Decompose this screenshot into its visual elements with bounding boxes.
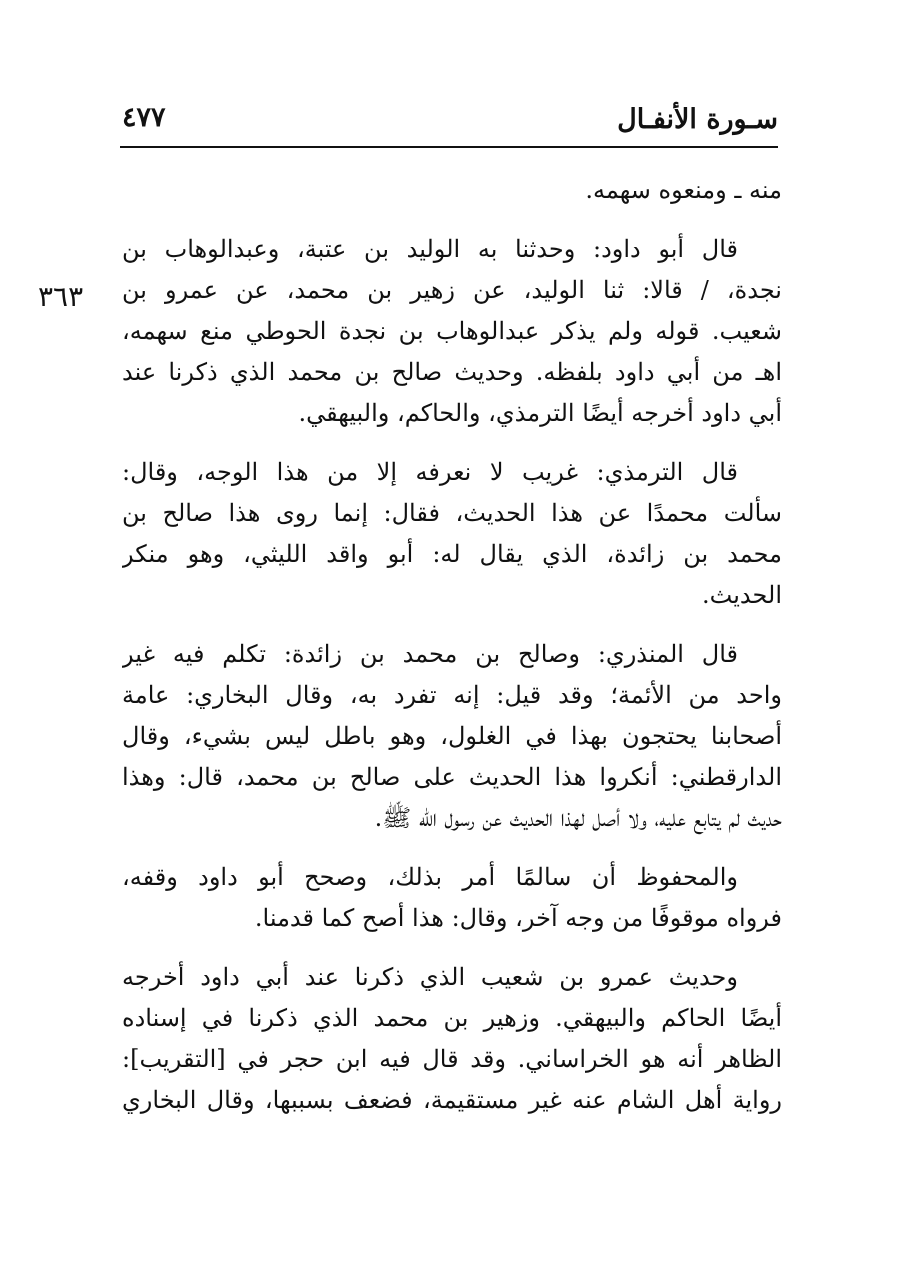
text-line: الحديث. [702,581,782,609]
text-line: اهـ من أبي داود بلفظه. وحديث صالح بن محمد الذي ذكرنا عند [122,358,782,386]
text-line: وحديث عمرو بن شعيب الذي ذكرنا عند أبي داود أخرجه [122,963,738,991]
text-line: رواية أهل الشام عنه غير مستقيمة، فضعف بسببها، وقال البخاري [122,1086,782,1114]
header-rule [120,146,778,148]
paragraph [122,957,782,1121]
text-line: محمد بن زائدة، الذي يقال له: أبو واقد الليثي، وهو منكر [122,540,782,568]
text-line: منه ـ ومنعوه سهمه. [585,176,782,204]
surah-title: سـورة الأنفـال [617,104,778,135]
text-line: قال المنذري: وصالح بن محمد بن زائدة: تكلم فيه غير [122,640,738,668]
text-line: أبي داود أخرجه أيضًا الترمذي، والحاكم، والبيهقي. [298,399,782,427]
text-line: حديث لم يتابع عليه، ولا أصل لهذا الحديث عن رسول الله ﷺ. [374,804,782,832]
paragraph [122,229,782,434]
text-line: قال الترمذي: غريب لا نعرفه إلا من هذا الوجه، وقال: [122,458,738,486]
text-line: أيضًا الحاكم والبيهقي. وزهير بن محمد الذي ذكرنا في إسناده [122,1004,782,1032]
text-line: واحد من الأئمة؛ وقد قيل: إنه تفرد به، وقال البخاري: عامة [122,681,782,709]
paragraph [122,857,782,939]
page-number: ٤٧٧ [122,102,166,133]
text-line: الدارقطني: أنكروا هذا الحديث على صالح بن محمد، قال: وهذا [122,763,782,791]
text-line: الظاهر أنه هو الخراساني. وقد قال فيه ابن حجر في [التقريب]: [122,1045,782,1073]
page-header [122,100,778,146]
text-line: شعيب. قوله ولم يذكر عبدالوهاب بن نجدة الحوطي منع سهمه، [122,317,782,345]
text-line: سألت محمدًا عن هذا الحديث، فقال: إنما روى هذا صالح بن [122,499,782,527]
body-text [122,170,782,1139]
text-line: قال أبو داود: وحدثنا به الوليد بن عتبة، وعبدالوهاب بن [122,235,738,263]
text-line: نجدة، / قالا: ثنا الوليد، عن زهير بن محمد، عن عمرو بن [122,276,782,304]
paragraph [122,170,782,211]
text-line: والمحفوظ أن سالمًا أمر بذلك، وصحح أبو داود وقفه، [122,863,738,891]
margin-page-reference: ٣٦٣ [38,280,84,313]
paragraph [122,634,782,839]
paragraph [122,452,782,616]
text-line: أصحابنا يحتجون بهذا في الغلول، وهو باطل ليس بشيء، وقال [122,722,782,750]
text-line: فرواه موقوفًا من وجه آخر، وقال: هذا أصح كما قدمنا. [254,904,782,932]
